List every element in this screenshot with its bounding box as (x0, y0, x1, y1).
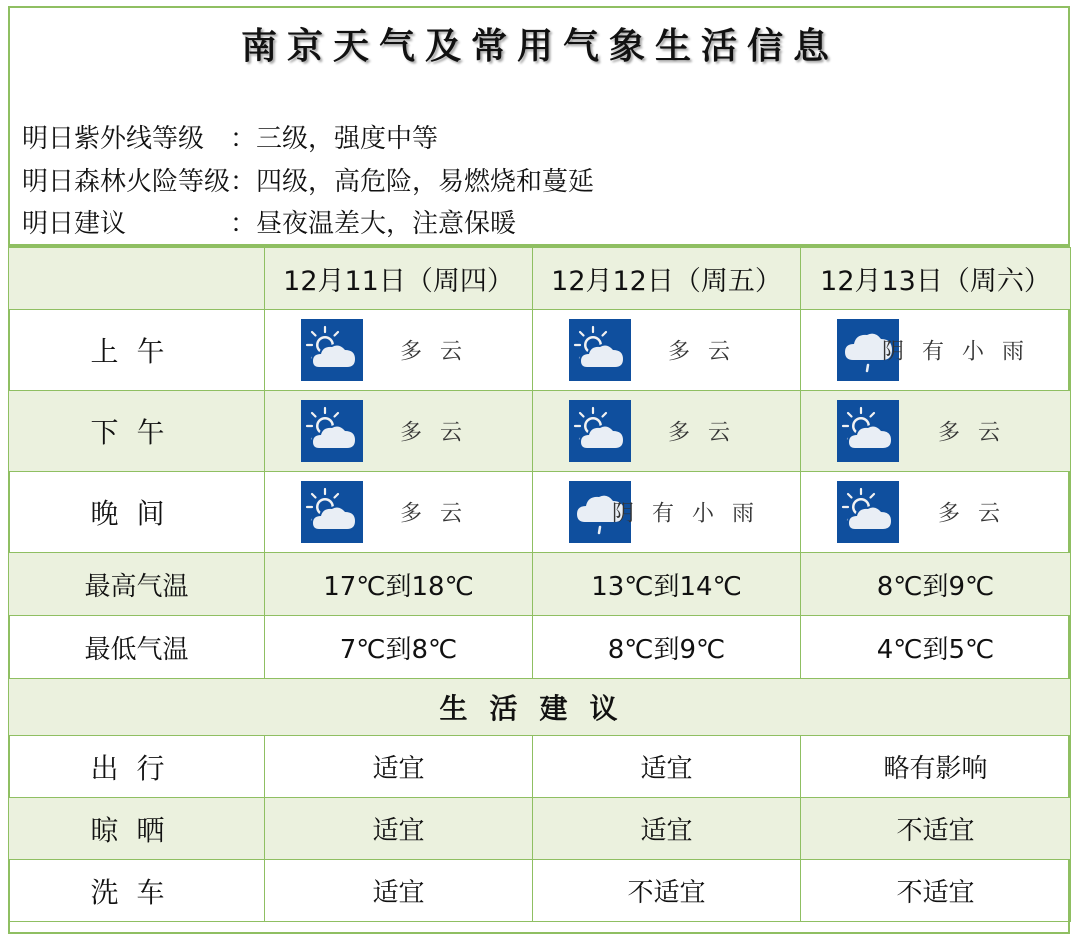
period-row-evening (9, 472, 1071, 553)
advice-value: 不适宜 (801, 860, 1071, 922)
partly-cloudy-icon (837, 400, 899, 462)
temp-value: 17℃到18℃ (265, 553, 533, 616)
max-temp-row (9, 553, 1071, 616)
uv-level-label: 明日紫外线等级 ： (22, 124, 257, 154)
partly-cloudy-icon (569, 400, 631, 462)
partly-cloudy-icon (301, 400, 363, 462)
advice-label: 洗车 (9, 860, 265, 922)
fire-risk-label: 明日森林火险等级： (22, 167, 257, 197)
weather-text: 多云 (399, 339, 480, 365)
period-label: 晚间 (9, 472, 265, 553)
advice-row-travel (9, 736, 1071, 798)
weather-text: 阴有小雨 (881, 339, 1042, 365)
date-header: 12月12日（周五） (533, 248, 801, 310)
temp-value: 7℃到8℃ (265, 616, 533, 679)
temp-value: 8℃到9℃ (801, 553, 1071, 616)
partly-cloudy-icon (301, 481, 363, 543)
period-row-afternoon (9, 391, 1071, 472)
date-header-row (9, 248, 1071, 310)
weather-text: 多云 (937, 501, 1018, 527)
advice-value: 适宜 (265, 736, 533, 798)
fire-risk-line (22, 161, 594, 198)
weather-text: 多云 (937, 420, 1018, 446)
date-header: 12月11日（周四） (265, 248, 533, 310)
uv-level-value: 三级，强度中等 (256, 124, 439, 154)
min-temp-row (9, 616, 1071, 679)
fire-risk-value: 四级，高危险，易燃烧和蔓延 (256, 167, 595, 197)
advice-value: 不适宜 (801, 798, 1071, 860)
temp-value: 13℃到14℃ (533, 553, 801, 616)
weather-cell (533, 391, 801, 472)
date-header: 12月13日（周六） (801, 248, 1071, 310)
min-temp-label: 最低气温 (9, 616, 265, 679)
advice-value: 适宜 (533, 798, 801, 860)
corner-cell (9, 248, 265, 310)
advice-section-title: 生活建议 (9, 679, 1071, 736)
partly-cloudy-icon (837, 481, 899, 543)
weather-text: 多云 (399, 501, 480, 527)
weather-text: 多云 (667, 339, 748, 365)
temp-value: 8℃到9℃ (533, 616, 801, 679)
partly-cloudy-icon (569, 319, 631, 381)
weather-text: 阴有小雨 (611, 501, 772, 527)
weather-cell (265, 310, 533, 391)
weather-table (8, 247, 1071, 922)
weather-cell (801, 310, 1071, 391)
weather-cell (801, 472, 1071, 553)
advice-section-header (9, 679, 1071, 736)
advice-label: 出行 (9, 736, 265, 798)
max-temp-label: 最高气温 (9, 553, 265, 616)
weather-cell (533, 310, 801, 391)
advice-label: 晾晒 (9, 798, 265, 860)
advice-label: 明日建议 ： (22, 209, 257, 239)
advice-line (22, 203, 516, 240)
advice-value: 适宜 (265, 860, 533, 922)
advice-value: 昼夜温差大，注意保暖 (256, 209, 517, 239)
weather-text: 多云 (399, 420, 480, 446)
period-label: 上午 (9, 310, 265, 391)
weather-text: 多云 (667, 420, 748, 446)
period-row-morning (9, 310, 1071, 391)
advice-value: 不适宜 (533, 860, 801, 922)
weather-cell (265, 472, 533, 553)
weather-cell (265, 391, 533, 472)
uv-level-line (22, 118, 438, 155)
page-title: 南京天气及常用气象生活信息 (240, 25, 839, 67)
period-label: 下午 (9, 391, 265, 472)
advice-value: 略有影响 (801, 736, 1071, 798)
advice-row-carwash (9, 860, 1071, 922)
weather-cell (801, 391, 1071, 472)
temp-value: 4℃到5℃ (801, 616, 1071, 679)
advice-value: 适宜 (533, 736, 801, 798)
partly-cloudy-icon (301, 319, 363, 381)
advice-row-drying (9, 798, 1071, 860)
weather-cell (533, 472, 801, 553)
advice-value: 适宜 (265, 798, 533, 860)
